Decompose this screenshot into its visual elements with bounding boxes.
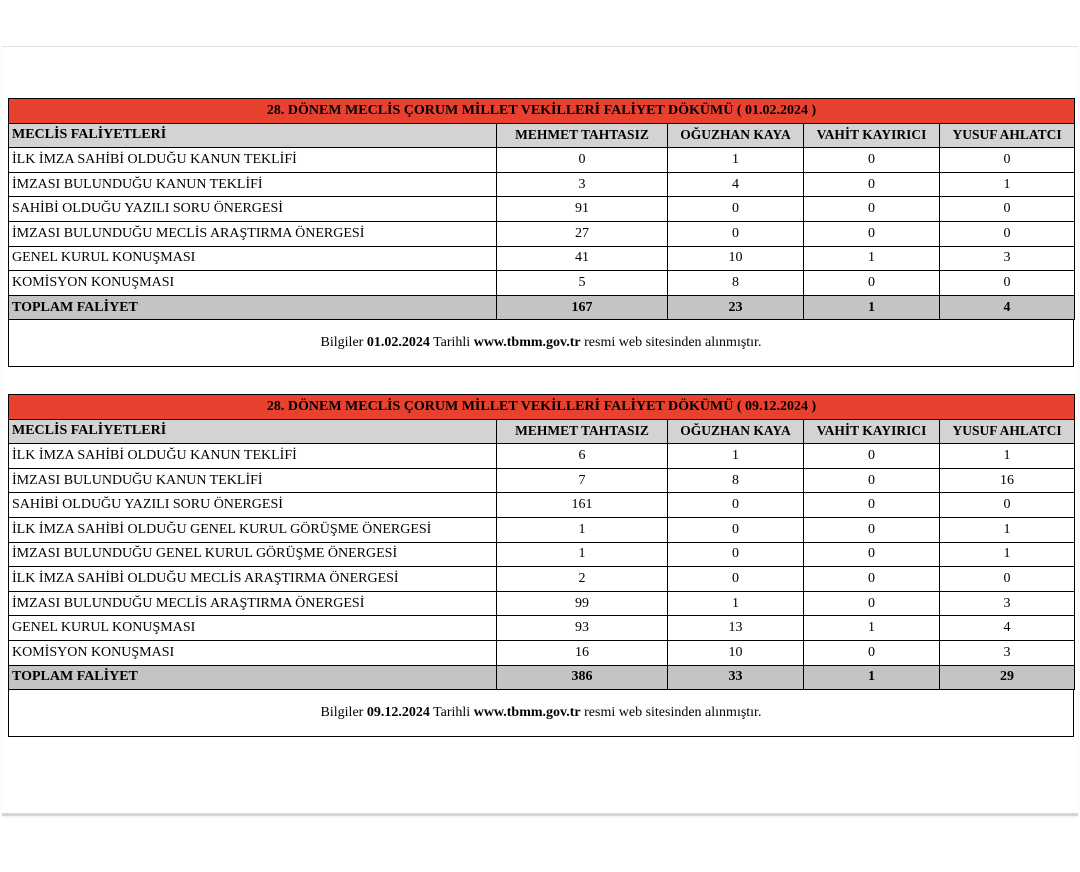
cell-value: 0 bbox=[940, 567, 1075, 592]
cell-value: 93 bbox=[497, 616, 668, 641]
table-row bbox=[9, 567, 1075, 592]
cell-value: 0 bbox=[804, 148, 940, 173]
header-deputy-2: OĞUZHAN KAYA bbox=[668, 123, 804, 148]
table-title-row bbox=[9, 99, 1075, 124]
cell-value: 0 bbox=[940, 493, 1075, 518]
source-note bbox=[8, 320, 1074, 367]
row-label: İMZASI BULUNDUĞU KANUN TEKLİFİ bbox=[9, 172, 497, 197]
cell-value: 4 bbox=[940, 616, 1075, 641]
cell-value: 0 bbox=[804, 197, 940, 222]
row-label: İMZASI BULUNDUĞU MECLİS ARAŞTIRMA ÖNERGESİ bbox=[9, 221, 497, 246]
cell-value: 10 bbox=[668, 640, 804, 665]
header-deputy-4: YUSUF AHLATCI bbox=[940, 419, 1075, 444]
cell-value: 0 bbox=[804, 591, 940, 616]
table-row bbox=[9, 221, 1075, 246]
header-deputy-3: VAHİT KAYIRICI bbox=[804, 419, 940, 444]
table-row bbox=[9, 197, 1075, 222]
total-value: 29 bbox=[940, 665, 1075, 690]
cell-value: 0 bbox=[940, 148, 1075, 173]
row-label: GENEL KURUL KONUŞMASI bbox=[9, 616, 497, 641]
cell-value: 0 bbox=[804, 221, 940, 246]
cell-value: 0 bbox=[804, 493, 940, 518]
cell-value: 0 bbox=[940, 221, 1075, 246]
cell-value: 0 bbox=[804, 567, 940, 592]
cell-value: 0 bbox=[804, 172, 940, 197]
row-label: İMZASI BULUNDUĞU GENEL KURUL GÖRÜŞME ÖNERGESİ bbox=[9, 542, 497, 567]
source-note bbox=[8, 690, 1074, 737]
cell-value: 1 bbox=[668, 591, 804, 616]
cell-value: 0 bbox=[940, 197, 1075, 222]
row-label: SAHİBİ OLDUĞU YAZILI SORU ÖNERGESİ bbox=[9, 493, 497, 518]
table-row bbox=[9, 493, 1075, 518]
activity-table-1 bbox=[8, 98, 1075, 320]
source-note-site: www.tbmm.gov.tr bbox=[473, 705, 581, 721]
header-deputy-2: OĞUZHAN KAYA bbox=[668, 419, 804, 444]
header-deputy-1: MEHMET TAHTASIZ bbox=[497, 419, 668, 444]
cell-value: 13 bbox=[668, 616, 804, 641]
source-note-mid: Tarihli bbox=[429, 335, 474, 351]
header-deputy-1: MEHMET TAHTASIZ bbox=[497, 123, 668, 148]
table-title: 28. DÖNEM MECLİS ÇORUM MİLLET VEKİLLERİ FALİYET DÖKÜMÜ ( 01.02.2024 ) bbox=[9, 99, 1075, 124]
row-label: KOMİSYON KONUŞMASI bbox=[9, 640, 497, 665]
total-value: 386 bbox=[497, 665, 668, 690]
cell-value: 16 bbox=[940, 468, 1075, 493]
source-note-pre: Bilgiler bbox=[320, 335, 367, 351]
cell-value: 0 bbox=[804, 468, 940, 493]
row-label: İLK İMZA SAHİBİ OLDUĞU MECLİS ARAŞTIRMA ÖNERGESİ bbox=[9, 567, 497, 592]
table-header-row bbox=[9, 419, 1075, 444]
cell-value: 3 bbox=[940, 640, 1075, 665]
table-row bbox=[9, 271, 1075, 296]
cell-value: 0 bbox=[668, 221, 804, 246]
table-header-row bbox=[9, 123, 1075, 148]
table-row bbox=[9, 172, 1075, 197]
total-row bbox=[9, 665, 1075, 690]
cell-value: 5 bbox=[497, 271, 668, 296]
cell-value: 2 bbox=[497, 567, 668, 592]
cell-value: 0 bbox=[804, 517, 940, 542]
cell-value: 0 bbox=[668, 493, 804, 518]
cell-value: 41 bbox=[497, 246, 668, 271]
source-note-mid: Tarihli bbox=[429, 705, 474, 721]
cell-value: 1 bbox=[497, 517, 668, 542]
table-row bbox=[9, 591, 1075, 616]
table-title: 28. DÖNEM MECLİS ÇORUM MİLLET VEKİLLERİ FALİYET DÖKÜMÜ ( 09.12.2024 ) bbox=[9, 395, 1075, 420]
cell-value: 4 bbox=[668, 172, 804, 197]
row-label: İMZASI BULUNDUĞU KANUN TEKLİFİ bbox=[9, 468, 497, 493]
total-label: TOPLAM FALİYET bbox=[9, 665, 497, 690]
report-block-1 bbox=[8, 98, 1076, 367]
header-deputy-4: YUSUF AHLATCI bbox=[940, 123, 1075, 148]
total-value: 4 bbox=[940, 295, 1075, 320]
total-value: 1 bbox=[804, 295, 940, 320]
cell-value: 1 bbox=[940, 517, 1075, 542]
document-page bbox=[2, 46, 1078, 816]
cell-value: 16 bbox=[497, 640, 668, 665]
table-row bbox=[9, 444, 1075, 469]
cell-value: 6 bbox=[497, 444, 668, 469]
table-row bbox=[9, 616, 1075, 641]
total-label: TOPLAM FALİYET bbox=[9, 295, 497, 320]
cell-value: 0 bbox=[497, 148, 668, 173]
cell-value: 3 bbox=[940, 246, 1075, 271]
table-row bbox=[9, 517, 1075, 542]
cell-value: 1 bbox=[497, 542, 668, 567]
row-label: KOMİSYON KONUŞMASI bbox=[9, 271, 497, 296]
cell-value: 8 bbox=[668, 468, 804, 493]
cell-value: 10 bbox=[668, 246, 804, 271]
total-value: 167 bbox=[497, 295, 668, 320]
cell-value: 0 bbox=[940, 271, 1075, 296]
cell-value: 1 bbox=[940, 172, 1075, 197]
table-row bbox=[9, 246, 1075, 271]
row-label: İLK İMZA SAHİBİ OLDUĞU KANUN TEKLİFİ bbox=[9, 444, 497, 469]
total-value: 1 bbox=[804, 665, 940, 690]
total-row bbox=[9, 295, 1075, 320]
cell-value: 1 bbox=[940, 542, 1075, 567]
source-note-date: 09.12.2024 bbox=[366, 705, 430, 721]
row-label: İLK İMZA SAHİBİ OLDUĞU GENEL KURUL GÖRÜŞME ÖNERGESİ bbox=[9, 517, 497, 542]
source-note-post: resmi web sitesinden alınmıştır. bbox=[580, 335, 762, 351]
cell-value: 99 bbox=[497, 591, 668, 616]
cell-value: 0 bbox=[804, 271, 940, 296]
source-note-post: resmi web sitesinden alınmıştır. bbox=[580, 705, 762, 721]
table-row bbox=[9, 542, 1075, 567]
cell-value: 0 bbox=[668, 517, 804, 542]
source-note-date: 01.02.2024 bbox=[366, 335, 430, 351]
cell-value: 3 bbox=[940, 591, 1075, 616]
cell-value: 3 bbox=[497, 172, 668, 197]
source-note-site: www.tbmm.gov.tr bbox=[473, 335, 581, 351]
source-note-pre: Bilgiler bbox=[320, 705, 367, 721]
cell-value: 0 bbox=[668, 197, 804, 222]
cell-value: 7 bbox=[497, 468, 668, 493]
header-deputy-3: VAHİT KAYIRICI bbox=[804, 123, 940, 148]
cell-value: 161 bbox=[497, 493, 668, 518]
cell-value: 1 bbox=[668, 148, 804, 173]
cell-value: 0 bbox=[804, 640, 940, 665]
cell-value: 1 bbox=[940, 444, 1075, 469]
total-value: 33 bbox=[668, 665, 804, 690]
cell-value: 1 bbox=[804, 246, 940, 271]
cell-value: 27 bbox=[497, 221, 668, 246]
row-label: GENEL KURUL KONUŞMASI bbox=[9, 246, 497, 271]
cell-value: 0 bbox=[668, 567, 804, 592]
table-row bbox=[9, 468, 1075, 493]
table-row bbox=[9, 148, 1075, 173]
report-block-2 bbox=[8, 394, 1076, 737]
activity-table-2 bbox=[8, 394, 1075, 690]
cell-value: 0 bbox=[804, 542, 940, 567]
cell-value: 8 bbox=[668, 271, 804, 296]
row-label: SAHİBİ OLDUĞU YAZILI SORU ÖNERGESİ bbox=[9, 197, 497, 222]
cell-value: 91 bbox=[497, 197, 668, 222]
row-label: İMZASI BULUNDUĞU MECLİS ARAŞTIRMA ÖNERGESİ bbox=[9, 591, 497, 616]
cell-value: 1 bbox=[804, 616, 940, 641]
header-activities: MECLİS FALİYETLERİ bbox=[9, 419, 497, 444]
row-label: İLK İMZA SAHİBİ OLDUĞU KANUN TEKLİFİ bbox=[9, 148, 497, 173]
total-value: 23 bbox=[668, 295, 804, 320]
cell-value: 0 bbox=[804, 444, 940, 469]
table-title-row bbox=[9, 395, 1075, 420]
header-activities: MECLİS FALİYETLERİ bbox=[9, 123, 497, 148]
table-row bbox=[9, 640, 1075, 665]
cell-value: 0 bbox=[668, 542, 804, 567]
cell-value: 1 bbox=[668, 444, 804, 469]
